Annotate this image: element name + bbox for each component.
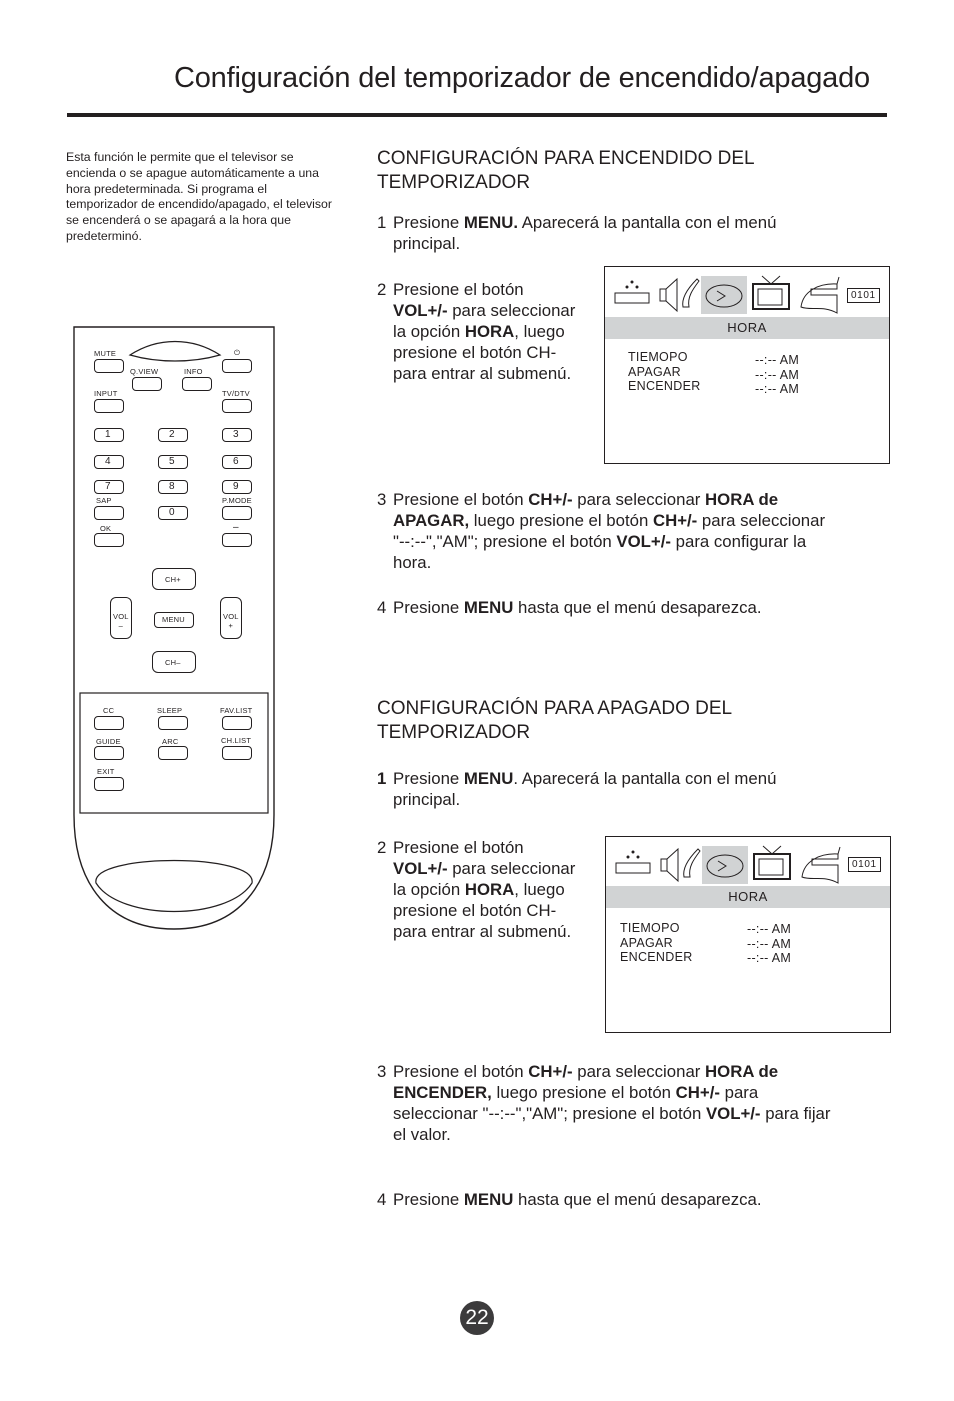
- ch-up-label: CH+: [165, 575, 181, 584]
- step-3-off: [377, 1061, 897, 1145]
- step-text: para entrar al submenú.: [393, 922, 572, 941]
- ch-keyword: CH+/-: [528, 1062, 573, 1081]
- tv-icon: [753, 276, 789, 309]
- step-text: Presione el botón: [393, 490, 529, 509]
- page-number: 22: [460, 1301, 494, 1335]
- dash-label: –: [233, 522, 239, 533]
- digit-label: 9: [233, 481, 239, 492]
- step-text: seleccionar "--:--","AM"; presione el botón: [393, 1104, 706, 1123]
- cc-label: CC: [103, 706, 115, 715]
- tvdtv-button[interactable]: [222, 399, 252, 413]
- osd-label: TIEMOPO: [628, 350, 688, 364]
- input-label: INPUT: [94, 389, 118, 398]
- title-rule: [67, 113, 887, 117]
- step-number: 2: [377, 838, 387, 857]
- vol-keyword: VOL+/-: [393, 301, 448, 320]
- digit-2-button[interactable]: [158, 428, 188, 442]
- step-text: presione el botón CH-: [393, 343, 557, 362]
- tv-icon: [754, 846, 790, 879]
- step-4-off: [377, 1189, 857, 1210]
- step-text: Aparecerá la pantalla con el menú: [517, 213, 777, 232]
- dash-button[interactable]: [222, 533, 252, 547]
- menu-button[interactable]: [154, 612, 194, 628]
- sound-icon: [660, 279, 677, 311]
- digit-label: 5: [169, 456, 175, 467]
- step-text: , luego: [514, 322, 565, 341]
- digit-label: 4: [105, 456, 111, 467]
- channel-down-button[interactable]: [152, 651, 196, 673]
- osd-value: --:-- AM: [755, 382, 800, 396]
- step-1-on: [377, 212, 857, 254]
- step-text: "--:--","AM"; presione el botón: [393, 532, 617, 551]
- osd-label: ENCENDER: [628, 379, 701, 393]
- vol-keyword: VOL+/-: [705, 1104, 761, 1123]
- digit-5-button[interactable]: [158, 455, 188, 469]
- step-text: para seleccionar: [572, 490, 706, 509]
- step-text: para seleccionar: [697, 511, 826, 530]
- hora-de-keyword: HORA de: [705, 1062, 779, 1081]
- power-button[interactable]: [222, 359, 252, 373]
- clock-icon: [706, 285, 742, 307]
- step-1-off: [377, 768, 857, 810]
- osd-hora-bar: HORA: [606, 886, 890, 908]
- chlist-label: CH.LIST: [221, 736, 252, 745]
- step-2-off: [377, 837, 607, 942]
- heading-line-1: CONFIGURACIÓN PARA ENCENDIDO DEL: [377, 148, 755, 169]
- step-text: , luego: [514, 880, 565, 899]
- heading-line-2: TEMPORIZADOR: [377, 722, 531, 743]
- digit-4-button[interactable]: [94, 455, 124, 469]
- digit-9-button[interactable]: [222, 480, 252, 494]
- exit-label: EXIT: [97, 767, 115, 776]
- qview-label: Q.VIEW: [130, 367, 159, 376]
- power-label: ⏻: [234, 348, 241, 357]
- heading-line-1: CONFIGURACIÓN PARA APAGADO DEL: [377, 698, 733, 719]
- osd-value: --:-- AM: [747, 951, 792, 965]
- menu-keyword: MENU.: [463, 213, 518, 232]
- cc-button[interactable]: [94, 716, 124, 730]
- step-number: 3: [377, 490, 387, 509]
- hora-keyword: HORA: [464, 322, 515, 341]
- arc-label: ARC: [162, 737, 179, 746]
- setup-icon: [801, 277, 839, 313]
- step-text: para configurar la: [670, 532, 807, 551]
- volume-down-button[interactable]: [110, 597, 132, 639]
- step-text: Presione el botón: [393, 838, 524, 857]
- section-heading-on: [377, 147, 847, 195]
- ok-label: OK: [100, 524, 112, 533]
- pmode-button[interactable]: [222, 506, 252, 520]
- tvdtv-label: TV/DTV: [222, 389, 250, 398]
- step-text: Presione: [393, 598, 464, 617]
- step-text: el valor.: [393, 1125, 451, 1144]
- mute-label: MUTE: [94, 349, 117, 358]
- step-text: hora.: [393, 553, 432, 572]
- osd-values: [747, 922, 791, 966]
- step-2-on: [377, 279, 607, 384]
- osd-values: [755, 353, 799, 397]
- vol-keyword: VOL+/-: [616, 532, 671, 551]
- step-text: para seleccionar: [447, 301, 576, 320]
- digit-7-button[interactable]: [94, 480, 124, 494]
- osd-value: --:-- AM: [747, 936, 792, 951]
- menu-keyword: MENU: [463, 1190, 514, 1209]
- volume-up-button[interactable]: [220, 597, 242, 639]
- hora-keyword: HORA: [464, 880, 515, 899]
- step-text: Presione el botón: [393, 280, 524, 299]
- osd-labels: [628, 350, 701, 394]
- osd-label: ENCENDER: [620, 950, 693, 964]
- step-number: 4: [377, 598, 387, 617]
- step-number: 2: [377, 280, 387, 299]
- step-text: . Aparecerá la pantalla con el menú: [513, 769, 777, 788]
- digit-label: 6: [233, 456, 239, 467]
- step-number: 1: [377, 213, 387, 232]
- osd-value: --:-- AM: [747, 922, 792, 936]
- picture-icon: [616, 851, 650, 874]
- step-text: la opción: [393, 322, 465, 341]
- digit-label: 0: [169, 507, 175, 518]
- channel-up-button[interactable]: [152, 568, 196, 590]
- favlist-label: FAV.LIST: [220, 706, 253, 715]
- digit-1-button[interactable]: [94, 428, 124, 442]
- ch-keyword: CH+/-: [528, 490, 573, 509]
- ch-keyword: CH+/-: [675, 1083, 720, 1102]
- encender-keyword: ENCENDER,: [393, 1083, 492, 1102]
- guide-label: GUIDE: [96, 737, 121, 746]
- heading-line-2: TEMPORIZADOR: [377, 172, 531, 193]
- info-button[interactable]: [182, 377, 212, 391]
- setup-icon: [802, 847, 840, 883]
- digit-label: 2: [169, 429, 175, 440]
- exit-button[interactable]: [94, 777, 124, 791]
- info-label: INFO: [184, 367, 203, 376]
- section-heading-off: [377, 697, 847, 745]
- step-text: Presione el botón: [393, 1062, 529, 1081]
- step-text: hasta que el menú desaparezca.: [513, 598, 762, 617]
- step-text: hasta que el menú desaparezca.: [513, 1190, 762, 1209]
- menu-keyword: MENU: [463, 769, 514, 788]
- step-text: Presione: [393, 1190, 464, 1209]
- osd-menu-screenshot: [605, 836, 891, 1033]
- osd-labels: [620, 921, 693, 965]
- phone-icon: [683, 279, 699, 307]
- picture-icon: [615, 281, 649, 304]
- sap-label: SAP: [96, 496, 112, 505]
- arc-button[interactable]: [158, 746, 188, 760]
- ch-down-label: CH–: [165, 658, 181, 667]
- apagar-keyword: APAGAR,: [393, 511, 470, 530]
- hora-de-keyword: HORA de: [705, 490, 779, 509]
- favlist-button[interactable]: [222, 716, 252, 730]
- osd-value: --:-- AM: [755, 367, 800, 382]
- step-text: para entrar al submenú.: [393, 364, 572, 383]
- sound-icon: [661, 849, 678, 881]
- ch-keyword: CH+/-: [652, 511, 698, 530]
- step-text: la opción: [393, 880, 465, 899]
- osd-label: TIEMOPO: [620, 921, 680, 935]
- digit-label: 8: [169, 481, 175, 492]
- step-text: Presione: [393, 213, 464, 232]
- sleep-label: SLEEP: [157, 706, 183, 715]
- digit-3-button[interactable]: [222, 428, 252, 442]
- mute-button[interactable]: [94, 359, 124, 373]
- input-button[interactable]: [94, 399, 124, 413]
- step-text: para: [719, 1083, 759, 1102]
- vol-down-label: VOL –: [113, 612, 129, 630]
- digit-0-button[interactable]: [158, 506, 188, 520]
- chlist-button[interactable]: [222, 746, 252, 760]
- sleep-button[interactable]: [158, 716, 188, 730]
- step-text: principal.: [393, 790, 461, 809]
- vol-keyword: VOL+/-: [393, 859, 448, 878]
- phone-icon: [684, 849, 700, 877]
- osd-hora-bar: HORA: [605, 317, 889, 339]
- remote-control-illustration: [68, 325, 280, 930]
- digit-label: 7: [105, 481, 111, 492]
- digit-8-button[interactable]: [158, 480, 188, 494]
- step-text: luego presione el botón: [469, 511, 653, 530]
- pmode-label: P.MODE: [222, 496, 252, 505]
- guide-button[interactable]: [94, 746, 124, 760]
- osd-menu-screenshot: [604, 266, 890, 464]
- vol-up-label: VOL +: [223, 612, 239, 630]
- menu-keyword: MENU: [463, 598, 514, 617]
- page-title: Configuración del temporizador de encendido/apagado: [174, 62, 870, 94]
- step-text: presione el botón CH-: [393, 901, 557, 920]
- clock-icon: [707, 855, 743, 877]
- qview-button[interactable]: [132, 377, 162, 391]
- digit-6-button[interactable]: [222, 455, 252, 469]
- osd-label: APAGAR: [620, 935, 673, 950]
- step-text: para seleccionar: [572, 1062, 706, 1081]
- step-text: Presione: [393, 769, 464, 788]
- intro-text: Esta función le permite que el televisor se encienda o se apague automáticamente a una hora predeterminada. Si programa el temporizador de encendido/apagado, el televisor se encenderá o se apagará a la hora que predeterminó.: [66, 150, 332, 243]
- step-text: para fijar: [760, 1104, 831, 1123]
- digit-label: 3: [233, 429, 239, 440]
- step-4-on: [377, 597, 857, 618]
- step-number: 4: [377, 1190, 387, 1209]
- step-text: luego presione el botón: [491, 1083, 676, 1102]
- sap-button[interactable]: [94, 506, 124, 520]
- channel-code: 0101: [847, 288, 880, 303]
- osd-value: --:-- AM: [755, 353, 800, 367]
- osd-label: APAGAR: [628, 364, 681, 379]
- step-number: 3: [377, 1062, 387, 1081]
- digit-label: 1: [105, 429, 111, 440]
- step-text: para seleccionar: [447, 859, 576, 878]
- menu-label: MENU: [162, 615, 185, 624]
- ok-button[interactable]: [94, 533, 124, 547]
- step-3-on: [377, 489, 897, 573]
- channel-code: 0101: [848, 857, 881, 872]
- step-number: 1: [377, 769, 387, 788]
- step-text: principal.: [393, 234, 461, 253]
